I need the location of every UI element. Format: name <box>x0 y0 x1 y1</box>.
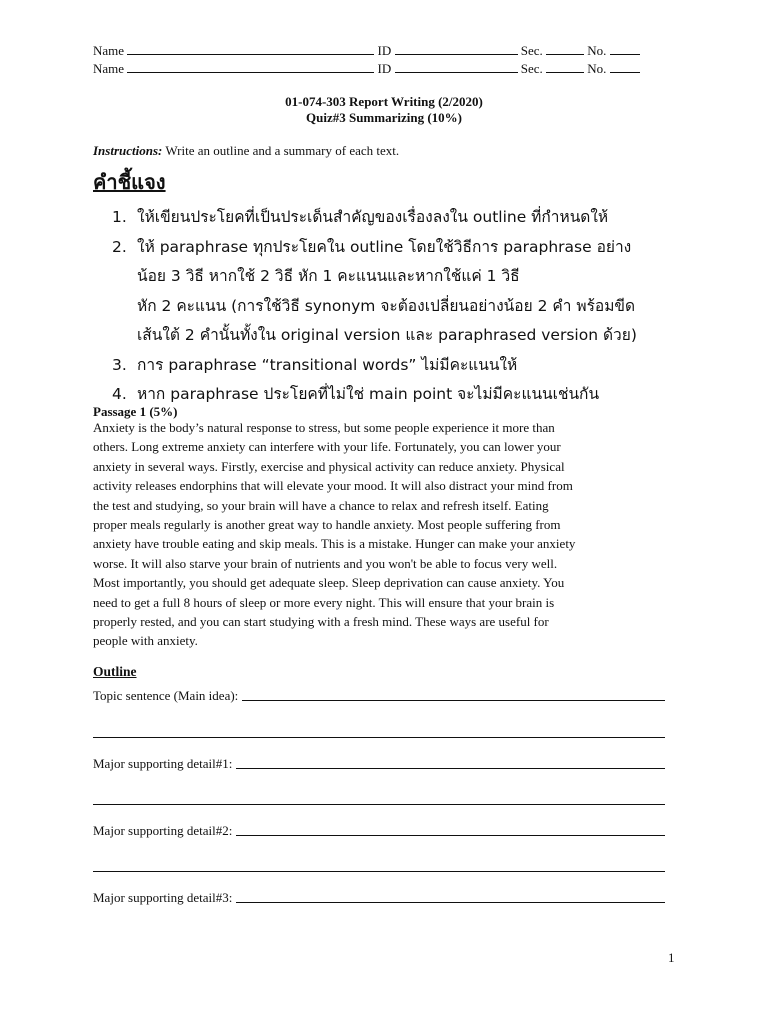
sec-label: Sec. <box>520 43 543 58</box>
outline-heading: Outline <box>93 664 137 679</box>
answer-line[interactable] <box>93 737 665 738</box>
item-line: ให้เขียนประโยคที่เป็นประเด็นสำคัญของเรื่องลงใน outline ที่กำหนดให้ <box>137 208 609 226</box>
passage-line: proper meals regularly is another great way to handle anxiety. Most people suffering from <box>93 517 561 533</box>
name-label: Name <box>93 61 125 76</box>
supporting-detail-2-field[interactable] <box>93 823 665 839</box>
topic-sentence-field[interactable] <box>93 688 665 704</box>
instructions-label: Instructions: <box>93 143 163 158</box>
thai-directions-list <box>112 203 672 410</box>
passage-line: Most importantly, you should get adequate sleep. Sleep deprivation can cause anxiety. You <box>93 575 565 591</box>
passage-line: anxiety in several ways. Firstly, exercise and physical activity can reduce anxiety. Physical <box>93 458 565 474</box>
instructions-text: Write an outline and a summary of each text. <box>162 143 400 158</box>
student-info-row-2 <box>93 61 640 77</box>
instructions <box>93 143 399 159</box>
sec-label: Sec. <box>520 61 543 76</box>
item-line: น้อย 3 วิธี หากใช้ 2 วิธี หัก 1 คะแนนและหากใช้แค่ 1 วิธี <box>137 267 520 285</box>
course-title: 01-074-303 Report Writing (2/2020) <box>285 94 483 109</box>
passage-line: anxiety have trouble eating and skip meals. This is a mistake. Hunger can make your anxiety <box>93 536 576 552</box>
answer-line[interactable] <box>236 901 665 903</box>
supporting-detail-3-field[interactable] <box>93 890 665 906</box>
field-label: Major supporting detail#1: <box>93 756 233 771</box>
answer-line[interactable] <box>93 871 665 872</box>
passage-text <box>93 418 673 651</box>
passage-line: others. Long extreme anxiety can interfere with your life. Fortunately, you can lower your <box>93 439 561 455</box>
no-label: No. <box>587 43 607 58</box>
list-item <box>112 233 672 351</box>
passage-line: properly rested, and you can start studying with a fresh mind. These ways are useful for <box>93 614 549 630</box>
item-line: การ paraphrase “transitional words” ไม่มีคะแนนให้ <box>137 355 518 374</box>
item-line: หาก paraphrase ประโยคที่ไม่ใช่ main point จะไม่มีคะแนนเช่นกัน <box>137 385 600 403</box>
answer-line[interactable] <box>242 699 665 701</box>
id-blank[interactable] <box>395 61 518 73</box>
passage-line: activity releases endorphins that will elevate your mood. It will also distract your mind from <box>93 478 573 494</box>
item-line: ให้ paraphrase ทุกประโยคใน outline โดยใช้วิธีการ paraphrase อย่าง <box>137 237 632 256</box>
answer-line[interactable] <box>236 834 665 836</box>
item-line: หัก 2 คะแนน (การใช้วิธี synonym จะต้องเปลี่ยนอย่างน้อย 2 คำ พร้อมขีด <box>137 296 636 315</box>
field-label: Major supporting detail#2: <box>93 823 233 838</box>
answer-line[interactable] <box>93 804 665 805</box>
quiz-title: Quiz#3 Summarizing (10%) <box>306 110 462 125</box>
id-blank[interactable] <box>395 43 518 55</box>
item-line: เส้นใต้ 2 คำนั้นทั้งใน original version และ paraphrased version ด้วย) <box>137 326 637 344</box>
name-label: Name <box>93 43 125 58</box>
sec-blank[interactable] <box>546 61 584 73</box>
field-label: Topic sentence (Main idea): <box>93 688 239 703</box>
item-number: 3. <box>112 355 127 374</box>
no-label: No. <box>587 61 607 76</box>
supporting-detail-1-field[interactable] <box>93 756 665 772</box>
sec-blank[interactable] <box>546 43 584 55</box>
passage-title: Passage 1 (5%) <box>93 404 178 419</box>
thai-directions-heading: คำชี้แจง <box>93 170 166 194</box>
item-number: 2. <box>112 237 127 256</box>
id-label: ID <box>377 61 392 76</box>
name-blank[interactable] <box>127 43 374 55</box>
list-item <box>112 203 672 233</box>
item-number: 1. <box>112 208 127 226</box>
item-number: 4. <box>112 385 127 403</box>
list-item <box>112 380 672 410</box>
passage-line: Anxiety is the body’s natural response to stress, but some people experience it more than <box>93 420 555 435</box>
passage-line: worse. It will also starve your brain of nutrients and you won't be able to focus very well. <box>93 555 558 571</box>
passage-line: the test and studying, so your brain will have a chance to relax and refresh itself. Eating <box>93 497 549 513</box>
no-blank[interactable] <box>610 61 640 73</box>
passage-line: need to get a full 8 hours of sleep or more every night. This will ensure that your brain is <box>93 594 555 610</box>
page-number: 1 <box>668 950 675 965</box>
no-blank[interactable] <box>610 43 640 55</box>
id-label: ID <box>377 43 392 58</box>
field-label: Major supporting detail#3: <box>93 890 233 905</box>
list-item <box>112 351 672 381</box>
student-info-row-1 <box>93 43 640 59</box>
name-blank[interactable] <box>127 61 374 73</box>
answer-line[interactable] <box>236 767 665 769</box>
passage-line: people with anxiety. <box>93 633 198 649</box>
